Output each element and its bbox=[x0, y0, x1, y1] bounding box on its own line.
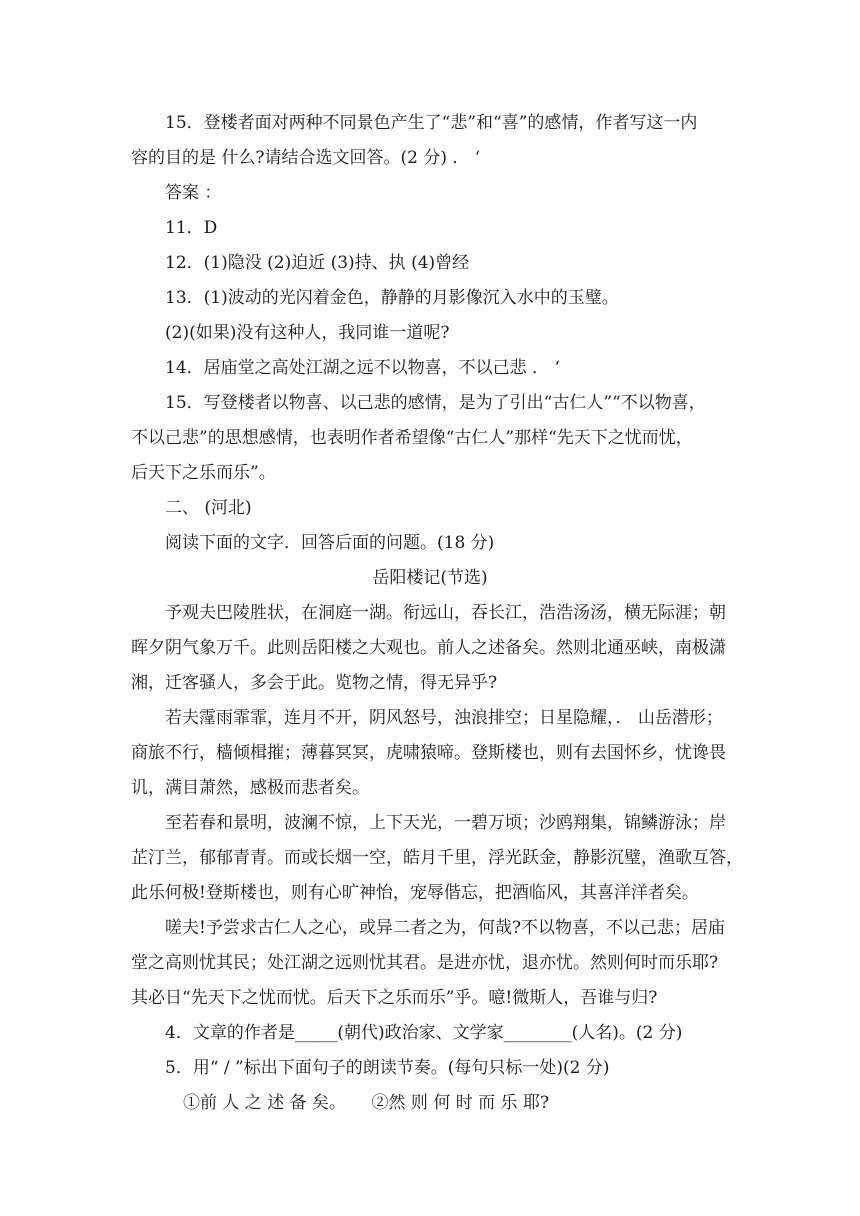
question-5-sentences: ①前 人 之 述 备 矣。 ②然 则 何 时 而 乐 耶? bbox=[183, 1093, 550, 1113]
answer-15-line-1: 15．写登楼者以物喜、以己悲的感情，是为了引出“古仁人”“不以物喜， bbox=[165, 393, 706, 413]
answer-13-part-2: (2)(如果)没有这种人，我同谁一道呢? bbox=[165, 323, 450, 343]
paragraph-1-line-1: 予观夫巴陵胜状，在洞庭一湖。衔远山，吞长江，浩浩汤汤，横无际涯；朝 bbox=[165, 603, 726, 623]
paragraph-2-line-1: 若夫霪雨霏霏，连月不开，阴风怒号，浊浪排空；日星隐耀，． 山岳潜形； bbox=[165, 708, 723, 728]
paragraph-3-line-1: 至若春和景明，波澜不惊，上下天光，一碧万顷；沙鸥翔集，锦鳞游泳；岸 bbox=[165, 813, 726, 833]
answer-12: 12．(1)隐没 (2)迫近 (3)持、执 (4)曾经 bbox=[165, 253, 470, 273]
answer-15-line-3: 后天下之乐而乐”。 bbox=[131, 463, 276, 483]
question-15-line-1: 15．登楼者面对两种不同景色产生了“悲”和“喜”的感情，作者写这一内 bbox=[165, 113, 698, 133]
question-5: 5．用“ / ”标出下面句子的朗读节奏。(每句只标一处)(2 分) bbox=[165, 1058, 610, 1078]
answer-heading: 答案 ： bbox=[165, 183, 222, 203]
paragraph-2-line-2: 商旅不行，樯倾楫摧；薄暮冥冥，虎啸猿啼。登斯楼也，则有去国怀乡，忧谗畏 bbox=[131, 743, 726, 763]
paragraph-3-line-2: 芷汀兰，郁郁青青。而或长烟一空，皓月千里，浮光跃金，静影沉璧，渔歌互答， bbox=[131, 848, 743, 868]
paragraph-1-line-3: 湘，迁客骚人，多会于此。览物之情，得无异乎? bbox=[131, 673, 498, 693]
paragraph-3-line-3: 此乐何极!登斯楼也，则有心旷神怡，宠辱偕忘，把酒临风，其喜洋洋者矣。 bbox=[131, 883, 699, 903]
question-15-line-2: 容的目的是 什么?请结合选文回答。(2 分) ． ‘ bbox=[131, 148, 481, 168]
answer-15-line-2: 不以己悲”的思想感情，也表明作者希望像“古仁人”那样“先天下之忧而忧， bbox=[131, 428, 693, 448]
answer-14: 14．居庙堂之高处江湖之远不以物喜，不以己悲 ． ‘ bbox=[165, 358, 560, 378]
answer-13-part-1: 13．(1)波动的光闪着金色，静静的月影像沉入水中的玉璧。 bbox=[165, 288, 619, 308]
paragraph-2-line-3: 讥，满目萧然，感极而悲者矣。 bbox=[131, 778, 369, 798]
answer-11: 11．D bbox=[165, 218, 218, 238]
section-heading: 二、 (河北) bbox=[165, 498, 252, 518]
question-4: 4．文章的作者是_____(朝代)政治家、文学家________(人名)。(2 分) bbox=[165, 1023, 683, 1043]
paragraph-4-line-3: 其必日“先天下之忧而忧。后天下之乐而乐”乎。噫!微斯人，吾谁与归? bbox=[131, 988, 658, 1008]
paragraph-1-line-2: 晖夕阴气象万千。此则岳阳楼之大观也。前人之述备矣。然则北通巫峡，南极潇 bbox=[131, 638, 726, 658]
paragraph-4-line-2: 堂之高则忧其民；处江湖之远则忧其君。是进亦忧，退亦忧。然则何时而乐耶? bbox=[131, 953, 719, 973]
passage-title: 岳阳楼记(节选) bbox=[372, 568, 488, 588]
instruction: 阅读下面的文字．回答后面的问题。(18 分) bbox=[165, 533, 495, 553]
paragraph-4-line-1: 嗟夫!予尝求古仁人之心，或异二者之为，何哉?不以物喜，不以己悲；居庙 bbox=[165, 918, 725, 938]
